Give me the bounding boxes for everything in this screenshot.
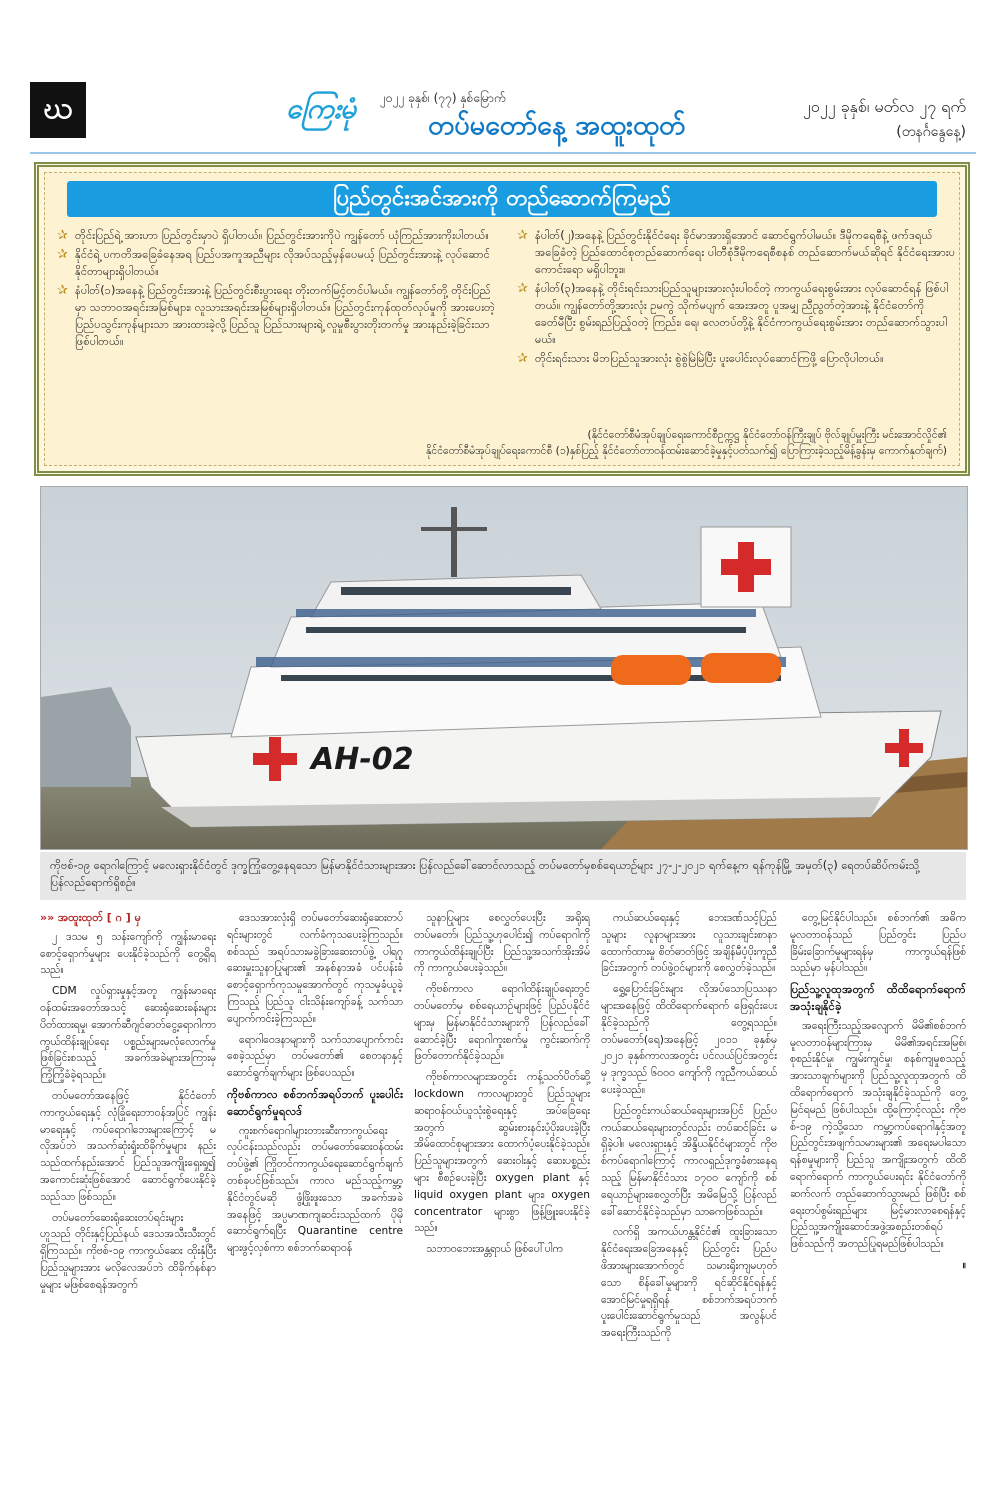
paragraph: CDM လှုပ်ရှားမှုနှင့်အတူ ကျွန်းမာရေးဝန်ထမ်းအတော်အသင့် ဆေးရုံဆေးခန်းများ ပိတ်ထားရမှု၊ အောက်ဆီဂျင်ဓာတ်ငွေ့ရောဂါကာကွယ်ထိန်းချုပ်ရေး ပစ္စည်းများမလုံလောက်မှု ဖြစ်ခြင်းစသည့် အခက်အခဲများအကြားမှ ကြံ့ကြံ့ခံခဲ့ရသည်။: [40, 985, 216, 1082]
paragraph: လက်ရှိ အကယ်ဟန္တနိုင်ငံ၏ ထူးခြားသော နိုင်ငံရေးအခြေအနေနှင့် ပြည်တွင်း ပြည်ပ ဖိအားများအောက်တွင် သမားရိုးကျမဟုတ်သော စိန်ခေါ်မှုများကို ရင်ဆိုင်နိုင်ရန်နှင့် အောင်မြင်မှုရရှိရန် စစ်ဘက်အရပ်ဘက်ပူးပေါင်းဆောင်ရွက်မှုသည် အလွန်ပင်အရေးကြီးသည်ကို: [601, 1226, 777, 1340]
mast: [451, 507, 457, 577]
article-column-1: [40, 910, 216, 1298]
issue-anniversary: ၂၀၂၂ ခုနှစ်၊ (၇၇) နှစ်မြောက်: [380, 91, 506, 105]
banner-credit-line1: (နိုင်ငံတော်စီမံအုပ်ချုပ်ရေးကောင်စီဥက္ကဋ္ဌ နိုင်ငံတော်ဝန်ကြီးချုပ် ဗိုလ်ချုပ်မှူးကြီး မင်းအောင်လှိုင်၏: [587, 429, 947, 441]
paragraph: ရွှေ့ပြောင်းခြင်းများ လိုအပ်သောပြဿနာများအနေဖြင့် ထိထိရောက်ရောက် ဖြေရှင်းပေးနိုင်ခဲ့သည်ကို တွေ့ရသည်။ တပ်မတော်(ရေ)အနေဖြင့် ၂၀၁၁ ခုနှစ်မှ ၂၀၂၁ ခုနှစ်ကာလအတွင်း ပင်လယ်ပြင်အတွင်းမှ ဒုက္ခသည် ၆၀၀၀ ကျော်ကို ကူညီကယ်ဆယ်ပေးခဲ့သည်။: [601, 983, 777, 1096]
banner-credit: [57, 427, 947, 459]
banner-points-right: [517, 227, 957, 369]
header-date: ၂၀၂၂ ခုနှစ်၊ မတ်လ ၂၇ ရက်: [802, 97, 966, 116]
banner-point: ✰ နံပါတ်(၁)အနေနဲ့ ပြည်တွင်းအားနဲ့ ပြည်တွင်းစီးပွားရေး တိုးတက်မြင့်တင်ပါမယ်။ ကျွန်တော်တို့ တိုင်းပြည်မှာ သဘာဝအရင်းအမြစ်များ၊ လူသားအရင်းအမြစ်များရှိပါတယ်။ ပြည်တွင်းကုန်ထုတ်လုပ်မှုကို အားပေးတဲ့ ပြည်ပသွင်းကုန်များသာ အားထားခဲ့လို့ ပြည်သူ ပြည်သားများရဲ့ လူမှုစီးပွားတိုးတက်မှု အားနည်းခဲ့ခြင်းသာ ဖြစ်ပါတယ်။: [57, 283, 496, 348]
continued-from: »» အထူးထုတ် [ ဂ ] မှ: [40, 911, 141, 924]
star-icon: ✰: [57, 283, 68, 298]
paragraph: ၂ ဒသမ ၅ သန်းကျော်ကို ကျွန်းမာရေးစောင့်ရှောက်မှုများ ပေးနိုင်ခဲ့သည်ကို တွေ့ရှိရသည်။: [40, 930, 216, 977]
article-column-3: [414, 910, 590, 1262]
banner-point: ✰ နံပါတ်(၂)အနေနဲ့ ပြည်တွင်းနိုင်ငံရေး ခိုင်မာအားရှိအောင် ဆောင်ရွက်ပါမယ်။ ဒီမိုကရေစီနဲ့ ဖက်ဒရယ်အခြေခံတဲ့ ပြည်ထောင်စုတည်ဆောက်ရေး ပါတီစုံဒီမိုကရေစီစနစ် တည်ဆောက်မယ်ဆိုရင် နိုင်ငံရေးအားပကောင်းရော မရှိပါဘူး။: [517, 228, 956, 276]
star-icon: ✰: [517, 281, 528, 296]
paragraph: ရောဂါဝေဒနာများကို သက်သာပျောက်ကင်းစေခဲ့သည်မှာ တပ်မတော်၏ စေတနာနှင့် ဆောင်ရွက်ချက်များ ဖြစ်ပေသည်။: [227, 1033, 403, 1080]
banner-point: ✰ နံပါတ်(၃)အနေနဲ့ တိုင်းရင်းသားပြည်သူများအားလုံးပါဝင်တဲ့ ကာကွယ်ရေးစွမ်းအား လုပ်ဆောင်ရန် ဖြစ်ပါတယ်။ ကျွန်တော်တို့အားလုံး ဥမကွဲ သိုက်မပျက် အေးအတူ ပူအမျှ ညီညွတ်တဲ့အားနဲ့ နိုင်ငံတော်ကို ခေတ်မီပြီး စွမ်းရည်ပြည့်ဝတဲ့ ကြည်း၊ ရေ၊ လေတပ်တို့နဲ့ နိုင်ငံကာကွယ်ရေးစွမ်းအား တည်ဆောက်သွားပါမယ်။: [517, 281, 949, 346]
star-icon: ✰: [57, 247, 68, 262]
newspaper-logo: ကြေးမုံ: [286, 92, 355, 125]
banner-title: ပြည်တွင်းအင်အားကို တည်ဆောက်ကြမည်: [67, 181, 937, 217]
paragraph: ပြည်တွင်းကယ်ဆယ်ရေးများအပြင် ပြည်ပကယ်ဆယ်ရေးများတွင်လည်း တပ်ဆင်ခြင်း မရှိခဲ့ပါ။ မလေးရှားနှင့် အိန္ဒိယနိုင်ငံများတွင် ကိုဗစ်ကပ်ရောဂါကြောင့် ကာလရှည်ဒုက္ခခံစားနေရသည့် မြန်မာနိုင်ငံသား ၁၇၀၀ ကျော်ကို စစ်ရေယာဉ်များစေလွှတ်ပြီး အမိမြေသို့ ပြန်လည်ခေါ်ဆောင်နိုင်ခဲ့သည်မှာ သာဓကဖြစ်သည်။: [601, 1104, 777, 1218]
hull-code: AH-02: [311, 742, 414, 777]
article-body: [40, 910, 966, 1470]
paragraph: တွေ့မြင်နိုင်ပါသည်။ စစ်ဘက်၏ အဓိကမူလတာဝန်သည် ပြည်တွင်း ပြည်ပ ခြိမ်းခြောက်မှုများရန်မှ ကာကွယ်ရန်ဖြစ်သည်မှာ မှန်ပါသည်။: [790, 912, 966, 975]
masthead-title: တပ်မတော်နေ့ အထူးထုတ်: [428, 110, 686, 141]
star-icon: ✰: [517, 351, 528, 366]
page-letter: ဃ: [30, 82, 86, 138]
paragraph: တပ်မတော်အနေဖြင့် နိုင်ငံတော်ကာကွယ်ရေးနှင့် လုံခြုံရေးတာဝန်အပြင် ကျွန်းမာရေးနှင့် ကပ်ရောဂါဘေးများကြောင့် မလိုအပ်ဘဲ အသက်ဆုံးရှုံးထိခိုက်မှုများ နည်းသည်ထက်နည်းအောင် ပြည်သူအကျိုးရှေးရှု၍ အကောင်းဆုံးဖြစ်အောင် ဆောင်ရွက်ပေးနိုင်ခဲ့သည်သာ ဖြစ်သည်။: [40, 1089, 216, 1203]
paragraph: တပ်မတော်ဆေးရုံဆေးတပ်ရင်းများ ဟူသည် တိုင်းနှင့်ပြည်နယ် ဒေသအသီးသီးတွင်ရှိကြသည်။ ကိုဗစ်-၁၉ ကာကွယ်ဆေး ထိုးနှံပြီး ပြည်သူများအား မလိုလေအပ်ဘဲ ထိခိုက်နစ်နာမှုများ မဖြစ်စေရန်အတွက်: [40, 1211, 216, 1291]
page-header: [0, 0, 1006, 160]
paragraph: ကယ်ဆယ်ရေးနှင့် ဘေးဒဏ်သင့်ပြည်သူများ လူနာများအား လူသားချင်းစာနာထောက်ထားမှု စိတ်ဓာတ်ဖြင့် အချိန်မီပံ့ပိုးကူညီခြင်းအတွက် တပ်ဖွဲ့ဝင်များကို စေလွှတ်ခဲ့သည်။: [601, 912, 777, 975]
article-column-5: [790, 910, 966, 1274]
star-icon: ✰: [517, 228, 528, 243]
ship-illustration: [41, 487, 967, 849]
header-divider: [30, 152, 976, 154]
banner-point: ✰ တိုင်းရင်းသား မိဘပြည်သူအားလုံး စွဲစွဲမြဲမြဲပြီး ပူးပေါင်းလုပ်ဆောင်ကြဖို့ ပြောလိုပါတယ်။: [517, 351, 884, 366]
header-weekday: (တနင်္ဂနွေနေ့): [896, 124, 966, 140]
paragraph: ကိုဗစ်ကာလ ရောဂါထိန်းချုပ်ရေးတွင် တပ်မတော်မှ စစ်ရေယာဉ်များဖြင့် ပြည်ပနိုင်ငံများမှ မြန်မာနိုင်ငံသားများကို ပြန်လည်ခေါ်ဆောင်ခဲ့ပြီး ရောဂါကူးစက်မှု ကွင်းဆက်ကို ဖြတ်တောက်နိုင်ခဲ့သည်။: [414, 983, 590, 1063]
banner-credit-line2: နိုင်ငံတော်စီမံအုပ်ချုပ်ရေးကောင်စီ (၁)နှစ်ပြည့် နိုင်ငံတော်တာဝန်ထမ်းဆောင်ခဲ့မှုနှင့်ပတ်သက်၍ ပြောကြားခဲ့သည့်မိန့်ခွန်းမှ ကောက်နုတ်ချက်): [425, 445, 947, 457]
paragraph: ကိုဗစ်ကာလများအတွင်း ကန့်သတ်ပိတ်ဆို့ lockdown ကာလများတွင် ပြည်သူများ ဆရာဝန်ဝယ်ယူသုံးစွဲရေးနှင့် အပ်ခြေရေးအတွက် ဆွမ်းစားနင်းပံ့ပိုးပေးခဲ့ပြီး အိမ်ထောင်စုများအား ထောက်ပံ့ပေးနိုင်ခဲ့သည်။ ပြည်သူများအတွက် ဆေးဝါးနှင့် ဆေးပစ္စည်းများ စီစဉ်ပေးခဲ့ပြီး oxygen plant နှင့် liquid oxygen plant များ၊ oxygen concentrator များစွာ ဖြန့်ဖြူးပေးနိုင်ခဲ့သည်။: [414, 1071, 590, 1235]
banner-point: ✰ တိုင်းပြည်ရဲ့ အားဟာ ပြည်တွင်းမှာပဲ ရှိပါတယ်။ ပြည်တွင်းအားကိုပဲ ကျွန်တော် ယုံကြည်အားကိုးပါတယ်။: [57, 228, 489, 243]
quote-banner: [34, 162, 970, 476]
subheading: ပြည်သူ့လူထုအတွက် ထိထိရောက်ရောက် အသုံးချနိုင်ခဲ့: [790, 982, 966, 1013]
paragraph: သူနာပြုများ စေလွှတ်ပေးပြီး အရိုးရတပ်မတော်၊ ပြည်သူ့ဟုပေါင်း၍ ကပ်ရောဂါကို ကာကွယ်ထိန်းချုပ်ပြီး ပြည်သူ့အသက်အိုးအိမ်ကို ကာကွယ်ပေးခဲ့သည်။: [414, 912, 590, 975]
lifeboat: [701, 653, 781, 683]
paragraph: အရေးကြီးသည့်အလျောက် မိမိ၏စစ်ဘက် မူလတာဝန်များကြားမှ မိမိ၏အရင်းအမြစ်၊ စုစည်းနိုင်မှု၊ ကျွမ်းကျင်မှု၊ စနစ်ကျမှုစသည့် အားသာချက်များကို ပြည်သူ့လူထုအတွက် ထိထိရောက်ရောက် အသုံးချနိုင်ခဲ့သည်ကို တွေ့မြင်ရမည် ဖြစ်ပါသည်။ ထို့ကြောင့်လည်း ကိုဗစ်-၁၉ ကဲ့သို့သော ကမ္ဘာ့ကပ်ရောဂါနှင့်အတူ ပြည်တွင်းအဖျက်သမားများ၏ အရေးမပါသော ရန်စမှုများကို ပြည်သူ အကျိုးအတွက် ထိထိရောက်ရောက် ကာကွယ်ပေးရင်း နိုင်ငံတော်ကို ဆက်လက် တည်ဆောက်သွားမည် ဖြစ်ပြီး စစ်ရေးတပ်စွမ်းရည်များ မြင့်မားလာစေရန်နှင့် ပြည်သူ့အကျိုးဆောင်အဖွဲ့အစည်းတစ်ရပ် ဖြစ်သည်ကို အတည်ပြုရမည်ဖြစ်ပါသည်။: [790, 1019, 966, 1251]
banner-points-left: [57, 227, 497, 352]
end-mark: ။: [962, 1258, 966, 1271]
lifeboat: [611, 655, 691, 685]
photo-caption: ကိုဗစ်-၁၉ ရောဂါကြောင့် မလေးရှားနိုင်ငံတွင် ဒုက္ခကြုံတွေ့နေရသော မြန်မာနိုင်ငံသားများအား ပြန်လည်ခေါ်ဆောင်လာသည့် တပ်မတော်မှစစ်ရေယာဉ်များ ၂၇-၂-၂၀၂၁ ရက်နေ့က ရန်ကုန်မြို့ အမှတ်(၃) ရေတပ်ဆိပ်ကမ်းသို့ ပြန်လည်ရောက်ရှိစဉ်။: [40, 852, 966, 900]
hospital-ship-photo: [40, 486, 968, 850]
paragraph: ဒေသအားလုံးရှိ တပ်မတော်ဆေးရုံဆေးတပ်ရင်းများတွင် လက်ခံကုသပေးခဲ့ကြသည်။ စစ်သည် အရပ်သားမခွဲခြားဆေးတပ်ဖွဲ့ ပါရဂူ ဆေးမှူးသူနာပြုများ၏ အနစ်နာအခံ ပင်ပန်းခံစောင့်ရှောက်ကုသမှုအောက်တွင် ကုသမှုခံယူခဲ့ကြသည့် ပြည်သူ ငါးသိန်းကျော်ခန့် သက်သာပျောက်ကင်းခဲ့ကြသည်။: [227, 912, 403, 1025]
paragraph: သဘာဝဘေးအန္တရာယ် ဖြစ်ပေါ်ပါက: [426, 1243, 563, 1256]
article-column-2: [227, 910, 403, 1261]
paragraph: ကူးစက်ရောဂါများတားဆီးကာကွယ်ရေးလုပ်ငန်းသည်လည်း တပ်မတော်ဆေးဝန်ထမ်းတပ်ဖွဲ့၏ ကြိုတင်ကာကွယ်ရေးဆောင်ရွက်ချက်တစ်ခုပင်ဖြစ်သည်။ ကာလ မည်သည့်ကမ္ဘာ့နိုင်ငံတွင်မဆို ဖွံ့ဖြိုးဖူးသော အခက်အခဲ အနေဖြင့် အပ္ပမာဏကျဆင်းသည်ထက် ပိုမိုဆောင်ရွက်ရပြီး Quarantine centre များဖွင့်လှစ်ကာ စစ်ဘက်ဆရာဝန်: [227, 1124, 403, 1255]
banner-inner: [44, 172, 960, 466]
star-icon: ✰: [57, 228, 68, 243]
background-ship: [41, 687, 131, 787]
article-column-4: [601, 910, 777, 1346]
banner-point: ✰ နိုင်ငံရဲ့ ပကတိအခြေခံနေအရ ပြည်ပအကူအညီများ လိုအပ်သည့်မှန်ပေမယ့် ပြည်တွင်းအားနဲ့ လုပ်ဆောင်နိုင်တာများရှိပါတယ်။: [57, 247, 490, 278]
subheading: ကိုဗစ်ကာလ စစ်ဘက်အရပ်ဘက် ပူးပေါင်းဆောင်ရွက်မှုရလဒ်: [227, 1086, 403, 1118]
